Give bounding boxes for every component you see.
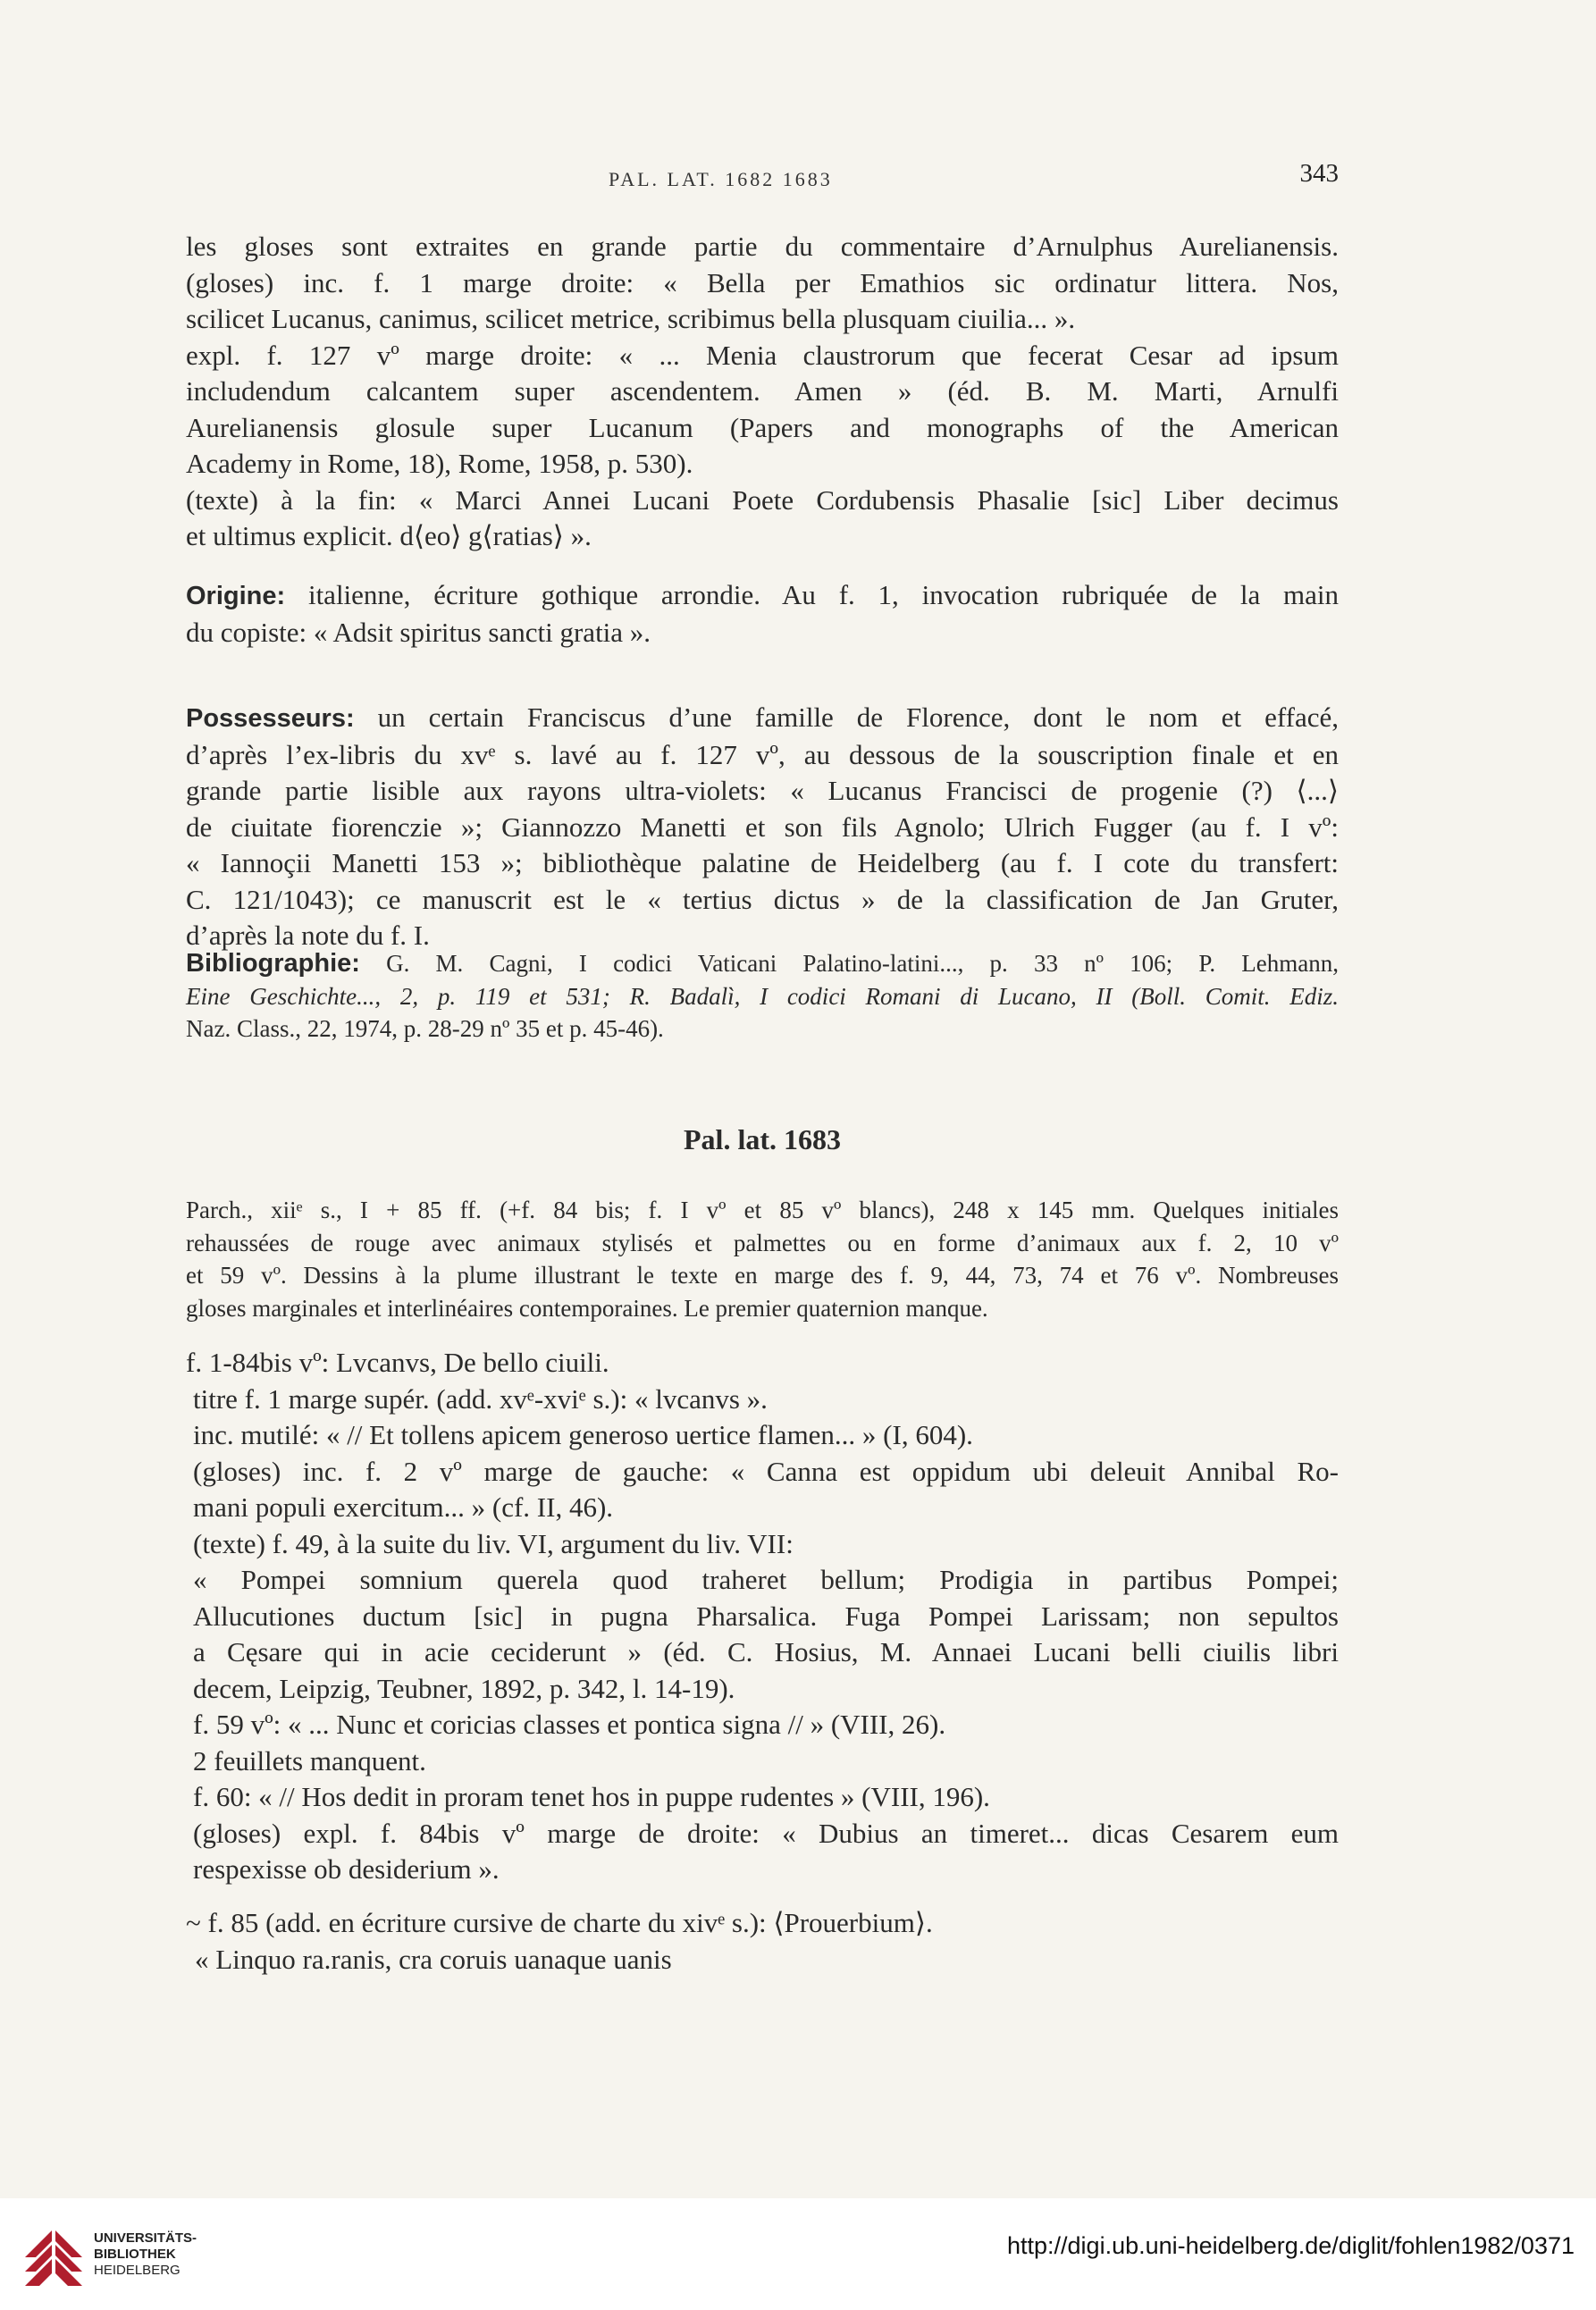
description-paragraph	[186, 1194, 1339, 1324]
page-header	[186, 159, 1339, 195]
institution-line: BIBLIOTHEK	[94, 2247, 176, 2262]
text-line: f. 59 vº: « ... Nunc et coricias classes et pontica signa // » (VIII, 26).	[193, 1709, 946, 1740]
text-line: mani populi exercitum... » (cf. II, 46).	[193, 1491, 614, 1523]
text-line: les gloses sont extraites en grande partie du commentaire d’Arnulphus Aurelianensis.	[186, 231, 1339, 262]
contents-block	[186, 1345, 1339, 1888]
institution-line: HEIDELBERG	[94, 2263, 181, 2278]
text-line: Naz. Class., 22, 1974, p. 28-29 nº 35 et p. 45-46).	[186, 1015, 664, 1042]
text-line: (gloses) inc. f. 1 marge droite: « Bella per Emathios sic ordinatur littera. Nos,	[186, 266, 1339, 298]
origine-label: Origine:	[186, 582, 286, 610]
text-line: d’après la note du f. I.	[186, 920, 430, 951]
possesseurs-paragraph	[186, 700, 1339, 954]
institution-line: UNIVERSITÄTS-	[94, 2230, 197, 2246]
section-title: Pal. lat. 1683	[684, 1123, 841, 1155]
running-head: PAL. LAT. 1682 1683	[609, 168, 833, 190]
text-line: (texte) f. 49, à la suite du liv. VI, argument du liv. VII:	[193, 1527, 794, 1559]
text-line	[186, 947, 1339, 980]
text-line: (texte) à la fin: « Marci Annei Lucani Poete Cordubensis Phasalie [sic] Liber decimus	[186, 483, 1339, 516]
text-line: expl. f. 127 vº marge droite: « ... Menia claustrorum que fecerat Cesar ad ipsum	[186, 339, 1339, 371]
text-line: a Cęsare qui in acie ceciderunt » (éd. C. Hosius, M. Annaei Lucani belli ciuilis libri	[193, 1636, 1339, 1667]
possesseurs-label: Possesseurs:	[186, 704, 355, 733]
glosses-paragraph	[186, 229, 1339, 555]
bibliographie-text: G. M. Cagni, I codici Vaticani Palatino-latini..., p. 33 nº 106; P. Lehmann,	[359, 950, 1339, 977]
text-line: 2 feuillets manquent.	[193, 1744, 426, 1777]
origine-text: italienne, écriture gothique arrondie. Au f. 1, invocation rubriquée de la main	[285, 579, 1339, 610]
text-line: ~ f. 85 (add. en écriture cursive de charte du xivᵉ s.): ⟨Prouerbium⟩.	[186, 1907, 933, 1938]
text-line: et ultimus explicit. d⟨eo⟩ g⟨ratias⟩ ».	[186, 520, 592, 551]
text-line: Aurelianensis glosule super Lucanum (Papers and monographs of the American	[186, 411, 1339, 443]
source-url-link[interactable]: http://digi.ub.uni-heidelberg.de/diglit/fohlen1982/0371	[1007, 2232, 1575, 2259]
text-line: du copiste: « Adsit spiritus sancti gratia ».	[186, 616, 651, 648]
page-number: 343	[1299, 159, 1339, 188]
contents-head: f. 1-84bis vº: Lvcanvs, De bello ciuili.	[186, 1347, 609, 1378]
text-line: Eine Geschichte..., 2, p. 119 et 531; R. Badalì, I codici Romani di Lucano, II (Boll. Comit. Ediz.	[186, 982, 1339, 1010]
contents-details	[186, 1382, 1339, 1888]
text-line: Parch., xiiᵉ s., I + 85 ff. (+f. 84 bis; f. I vº et 85 vº blancs), 248 x 145 mm. Quelques initiales	[186, 1197, 1339, 1223]
text-line: inc. mutilé: « // Et tollens apicem generoso uertice flamen... » (I, 604).	[193, 1419, 973, 1450]
text-line: rehaussées de rouge avec animaux stylisés et palmettes ou en forme d’animaux aux f. 2, 10 vº	[186, 1229, 1339, 1256]
text-line: d’après l’ex-libris du xvᵉ s. lavé au f. 127 vº, au dessous de la souscription finale et en	[186, 738, 1339, 770]
text-line: C. 121/1043); ce manuscrit est le « tertius dictus » de la classification de Jan Gruter,	[186, 883, 1339, 915]
text-line: « Iannoçii Manetti 153 »; bibliothèque palatine de Heidelberg (au f. I cote du transfert:	[186, 847, 1339, 878]
text-line: « Linquo ra.ranis, cra coruis uanaque uanis	[195, 1943, 672, 1975]
text-line: Allucutiones ductum [sic] in pugna Pharsalica. Fuga Pompei Larissam; non sepultos	[193, 1600, 1339, 1632]
text-line: titre f. 1 marge supér. (add. xvᵉ-xviᵉ s.): « lvcanvs ».	[193, 1382, 768, 1415]
text-line: (gloses) expl. f. 84bis vº marge de droite: « Dubius an timeret... dicas Cesarem eum	[193, 1817, 1339, 1849]
possesseurs-text: un certain Franciscus d’une famille de Florence, dont le nom et effacé,	[354, 701, 1339, 733]
addition-block	[186, 1905, 1339, 1978]
bibliographie-paragraph	[186, 947, 1339, 1046]
text-line	[186, 577, 1339, 615]
text-line: gloses marginales et interlinéaires contemporaines. Le premier quaternion manque.	[186, 1294, 988, 1322]
text-line	[186, 700, 1339, 737]
text-line: (gloses) inc. f. 2 vº marge de gauche: « Canna est oppidum ubi deleuit Annibal Ro-	[193, 1455, 1339, 1487]
text-line: Academy in Rome, 18), Rome, 1958, p. 530).	[186, 448, 693, 479]
text-line: decem, Leipzig, Teubner, 1892, p. 342, l. 14-19).	[193, 1672, 735, 1704]
institution-name	[94, 2230, 197, 2279]
footer-bar	[0, 2198, 1596, 2310]
text-line: respexisse ob desiderium ».	[193, 1853, 500, 1885]
text-line: includendum calcantem super ascendentem. Amen » (éd. B. M. Marti, Arnulfi	[186, 375, 1339, 407]
origine-paragraph	[186, 577, 1339, 651]
text-line: grande partie lisible aux rayons ultra-violets: « Lucanus Francisci de progenie (?) ⟨...⟩	[186, 775, 1339, 806]
text-line: f. 60: « // Hos dedit in proram tenet hos in puppe rudentes » (VIII, 196).	[193, 1781, 990, 1812]
text-line: de ciuitate fiorenczie »; Giannozzo Manetti et son fils Agnolo; Ulrich Fugger (au f. I vº:	[186, 811, 1339, 843]
text-line: « Pompei somnium querela quod traheret bellum; Prodigia in partibus Pompei;	[193, 1564, 1339, 1595]
text-line: scilicet Lucanus, canimus, scilicet metrice, scribimus bella plusquam ciuilia... ».	[186, 303, 1076, 334]
library-logo-icon	[20, 2223, 88, 2291]
text-line: et 59 vº. Dessins à la plume illustrant le texte en marge des f. 9, 44, 73, 74 et 76 vº. Nombreuses	[186, 1262, 1339, 1289]
bibliographie-label: Bibliographie:	[186, 949, 360, 978]
